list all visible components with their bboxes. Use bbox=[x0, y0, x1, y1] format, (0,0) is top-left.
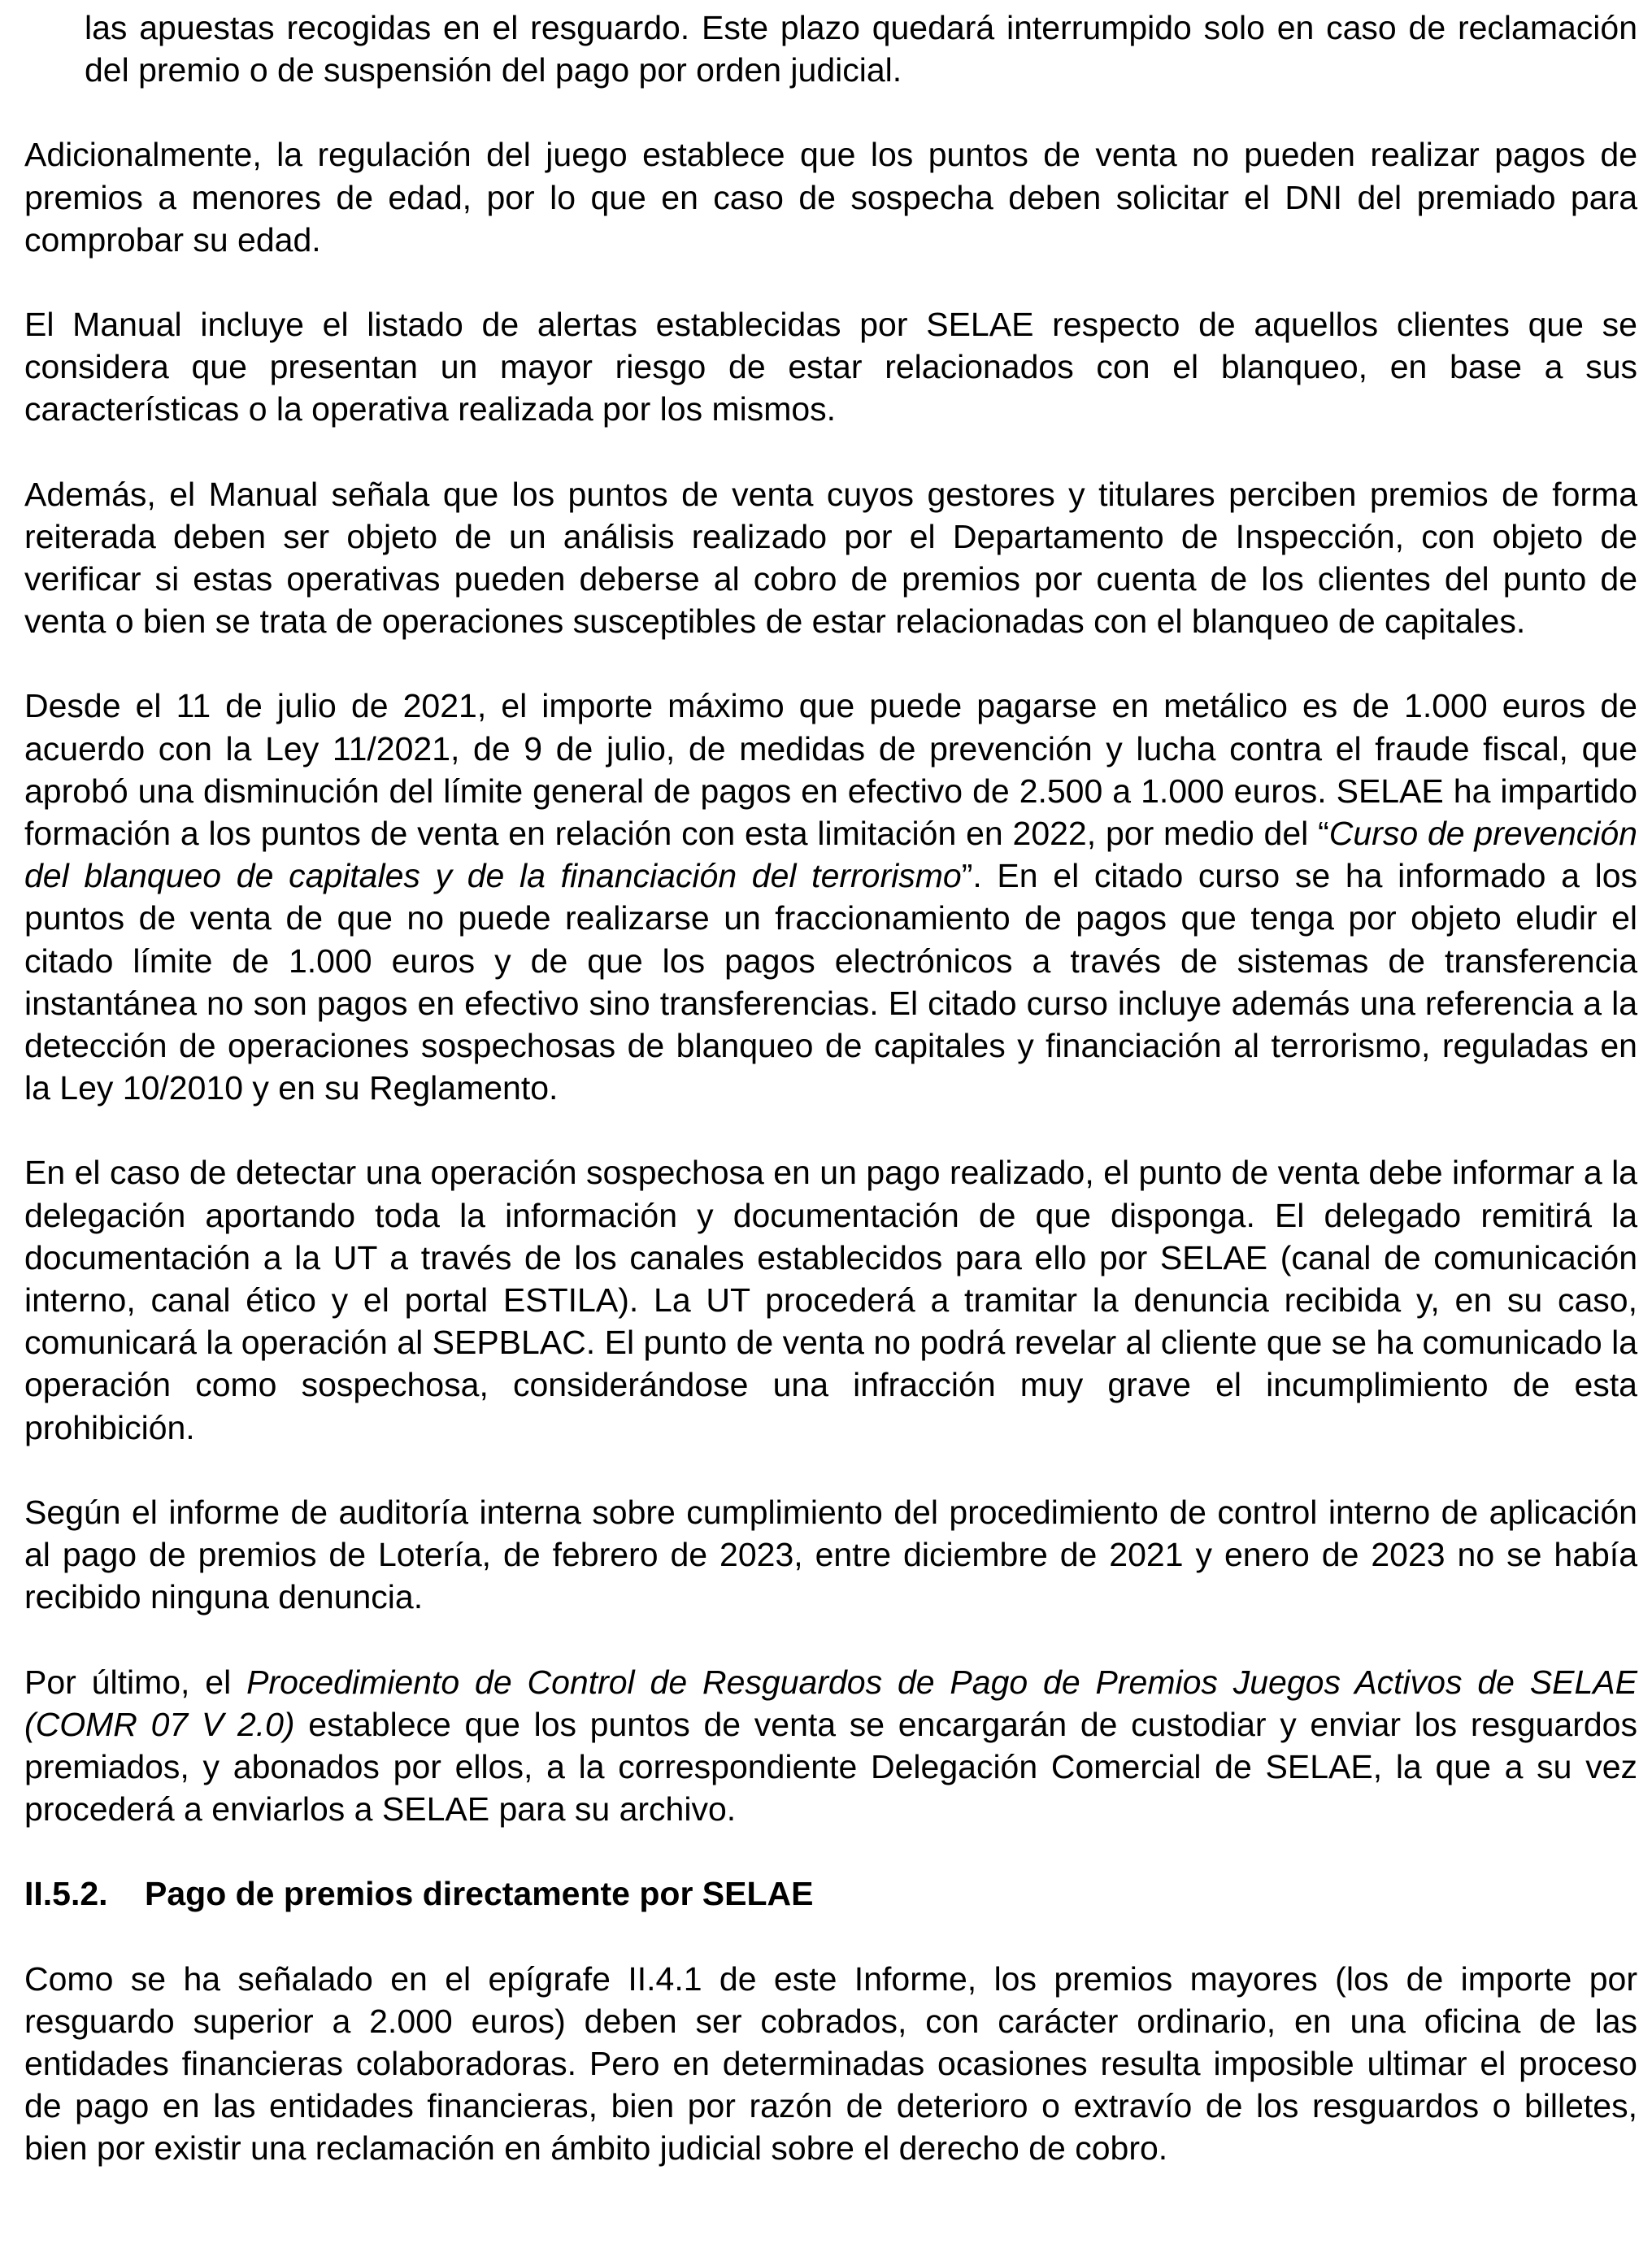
procedure-title: Procedimiento de Control de Resguardos de Pago de Premios Juegos Activos de SELAE (COMR 07 V 2.0) bbox=[24, 1663, 1637, 1743]
section-heading bbox=[24, 1872, 1637, 1915]
paragraph-cash-limit bbox=[24, 685, 1637, 1109]
procedure-text-start: Por último, el bbox=[24, 1663, 247, 1701]
paragraph-continuation: las apuestas recogidas en el resguardo. Este plazo quedará interrumpido solo en caso de reclamación del premio o de suspensión del pago por orden judicial. bbox=[85, 9, 1637, 89]
course-title: Curso de prevención del blanqueo de capitales y de la financiación del terrorismo bbox=[24, 815, 1637, 895]
section-number: II.5.2. bbox=[24, 1875, 108, 1913]
cash-limit-text-end: ”. En el citado curso se ha informado a los puntos de venta de que no puede realizarse un fraccionamiento de pagos que tenga por objeto eludir el citado límite de 1.000 euros y de que los pagos electrónicos a través de sistemas de transferencia instantánea no son pagos en efectivo sino transferencias. El citado curso incluye además una referencia a la detección de operaciones sospechosas de blanqueo de capitales y financiación al terrorismo, reguladas en la Ley 10/2010 y en su Reglamento. bbox=[24, 857, 1637, 1107]
cash-limit-text-start: Desde el 11 de julio de 2021, el importe máximo que puede pagarse en metálico es de 1.000 euros de acuerdo con la Ley 11/2021, de 9 de julio, de medidas de prevención y lucha contra el fraude fiscal, que aprobó una disminución del límite general de pagos en efectivo de 2.500 a 1.000 euros. SELAE ha impartido formación a los puntos de venta en relación con esta limitación en 2022, por medio del “ bbox=[24, 687, 1637, 853]
paragraph-receipts-procedure bbox=[24, 1661, 1637, 1831]
section-title: Pago de premios directamente por SELAE bbox=[145, 1875, 814, 1913]
paragraph-audit-report: Según el informe de auditoría interna sobre cumplimiento del procedimiento de control interno de aplicación al pago de premios de Lotería, de febrero de 2023, entre diciembre de 2021 y enero de 2023 no se había recibido ninguna denuncia. bbox=[24, 1493, 1637, 1616]
procedure-text-end: establece que los puntos de venta se encargarán de custodiar y enviar los resguardos premiados, y abonados por ellos, a la correspondiente Delegación Comercial de SELAE, la que a su vez procederá a enviarlos a SELAE para su archivo. bbox=[24, 1705, 1637, 1829]
paragraph-major-prizes: Como se ha señalado en el epígrafe II.4.1 de este Informe, los premios mayores (los de importe por resguardo superior a 2.000 euros) deben ser cobrados, con carácter ordinario, en una oficina de las entidades financieras colaboradoras. Pero en determinadas ocasiones resulta imposible ultimar el proceso de pago en las entidades financieras, bien por razón de deterioro o extravío de los resguardos o billetes, bien por existir una reclamación en ámbito judicial sobre el derecho de cobro. bbox=[24, 1959, 1637, 2168]
paragraph-alerts: El Manual incluye el listado de alertas establecidas por SELAE respecto de aquellos clientes que se considera que presentan un mayor riesgo de estar relacionados con el blanqueo, en base a sus características o la operativa realizada por los mismos. bbox=[24, 306, 1637, 428]
paragraph-minors: Adicionalmente, la regulación del juego establece que los puntos de venta no pueden realizar pagos de premios a menores de edad, por lo que en caso de sospecha deben solicitar el DNI del premiado para comprobar su edad. bbox=[24, 136, 1637, 259]
paragraph-inspection: Además, el Manual señala que los puntos de venta cuyos gestores y titulares perciben premios de forma reiterada deben ser objeto de un análisis realizado por el Departamento de Inspección, con objeto de verificar si estas operativas pueden deberse al cobro de premios por cuenta de los clientes del punto de venta o bien se trata de operaciones susceptibles de estar relacionadas con el blanqueo de capitales. bbox=[24, 475, 1637, 641]
paragraph-suspicious-operation: En el caso de detectar una operación sospechosa en un pago realizado, el punto de venta debe informar a la delegación aportando toda la información y documentación de que disponga. El delegado remitirá la documentación a la UT a través de los canales establecidos para ello por SELAE (canal de comunicación interno, canal ético y el portal ESTILA). La UT procederá a tramitar la denuncia recibida y, en su caso, comunicará la operación al SEPBLAC. El punto de venta no podrá revelar al cliente que se ha comunicado la operación como sospechosa, considerándose una infracción muy grave el incumplimiento de esta prohibición. bbox=[24, 1154, 1637, 1446]
